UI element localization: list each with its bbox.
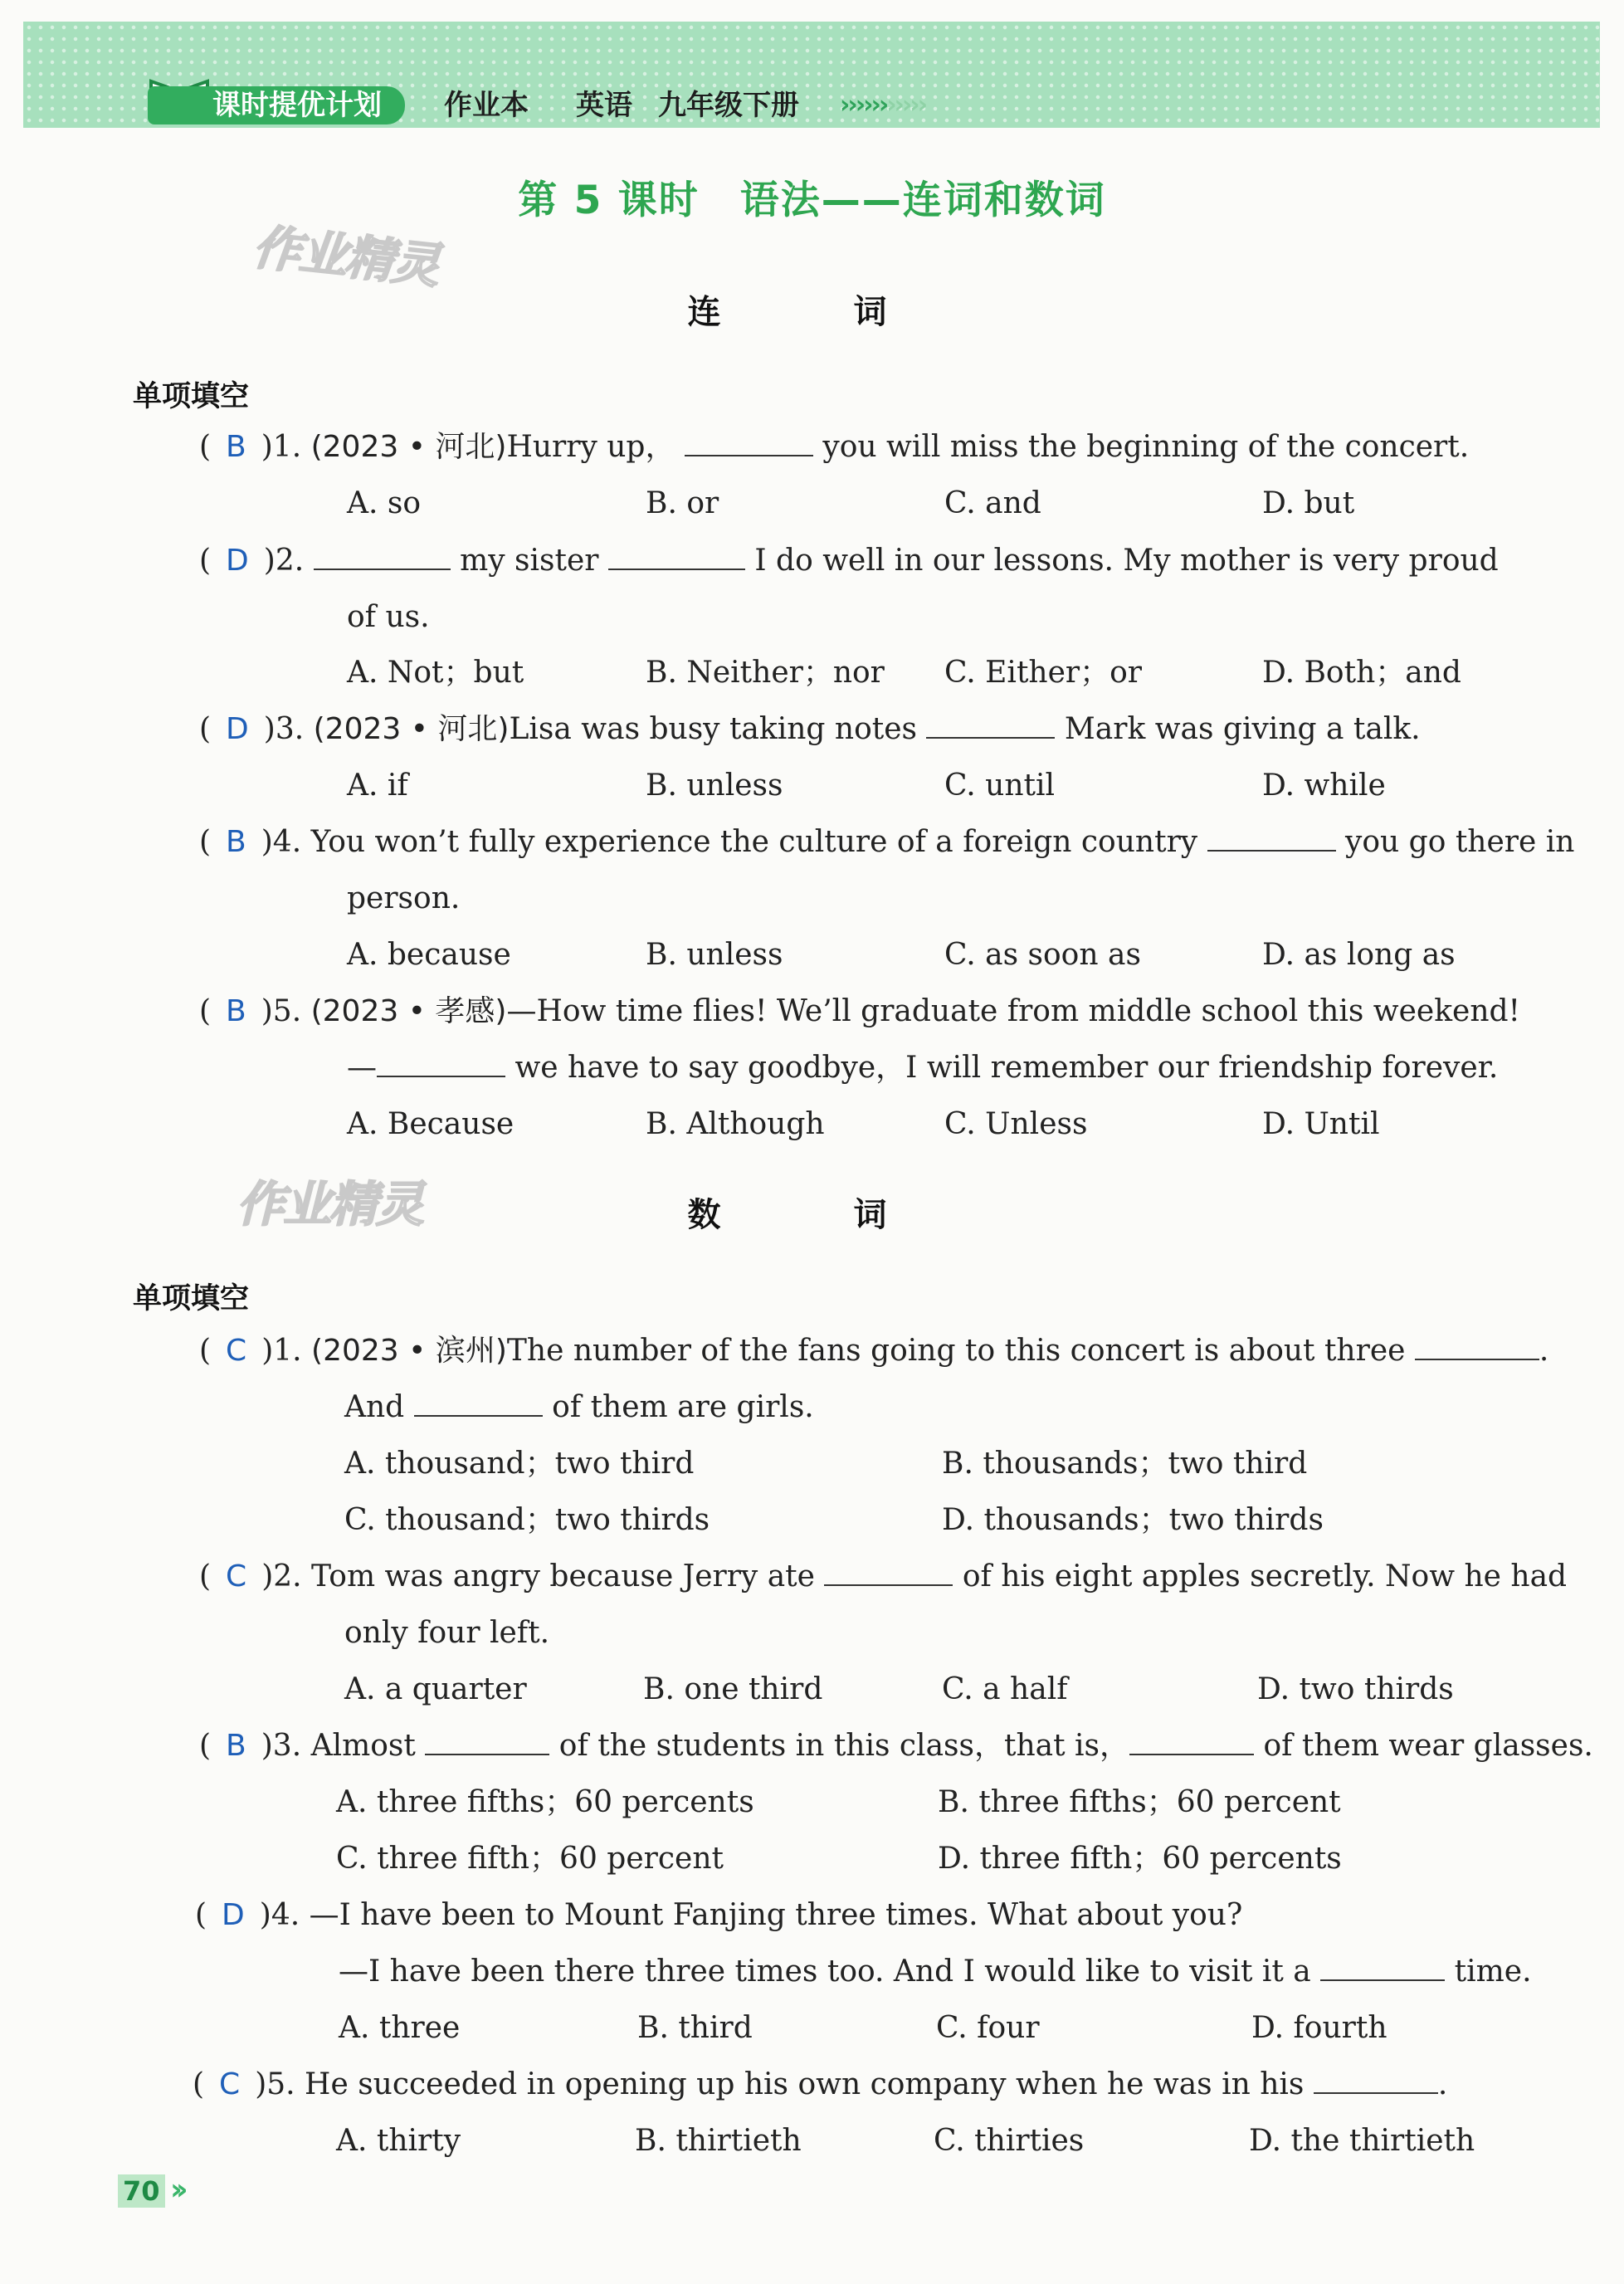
option-c: C. thirties [934, 2124, 1085, 2158]
question-2: ( C )2. Tom was angry because Jerry ate of his eight apples secretly. Now he had [199, 1559, 1568, 1593]
option-d: D. but [1262, 486, 1355, 520]
grade: 九年级下册 [658, 89, 799, 122]
question-2: ( D )2. my sister I do well in our lessons. My mother is very proud [199, 544, 1499, 578]
option-d: D. Until [1262, 1107, 1380, 1141]
question-5: ( B )5. (2023 • 孝感)—How time flies! We’ll graduate from middle school this weekend! [199, 994, 1521, 1028]
question-3: ( B )3. Almost of the students in this class，that is， of them wear glasses. [199, 1729, 1593, 1763]
option-a: A. because [347, 938, 511, 972]
page-title: 第 5 课时 语法——连词和数词 [518, 178, 1106, 223]
question-4-continued: person. [347, 881, 461, 915]
option-a: A. Because [347, 1107, 515, 1141]
watermark-middle: 作业精灵 [237, 1176, 423, 1232]
option-c: C. as soon as [944, 938, 1141, 972]
option-b: B. three fifths；60 percent [938, 1785, 1341, 1819]
question-2-continued: of us. [347, 600, 430, 634]
header-arrows: ››››››››››› [840, 90, 926, 120]
option-a: A. three [339, 2011, 461, 2045]
option-c: C. and [944, 486, 1041, 520]
question-3: ( D )3. (2023 • 河北)Lisa was busy taking notes Mark was giving a talk. [199, 712, 1421, 746]
question-1: ( C )1. (2023 • 滨州)The number of the fans going to this concert is about three . [199, 1334, 1549, 1368]
question-5-reply: — we have to say goodbye，I will remember our friendship forever. [347, 1051, 1499, 1085]
question-2-continued: only four left. [344, 1616, 550, 1650]
question-5: ( C )5. He succeeded in opening up his own company when he was in his . [193, 2067, 1448, 2101]
option-c: C. until [944, 769, 1056, 803]
subsection-label: 单项填空 [133, 380, 250, 413]
book-type: 作业本 [444, 89, 529, 122]
option-b: B. one third [643, 1672, 823, 1706]
option-a: A. Not；but [347, 656, 524, 690]
option-a: A. if [347, 769, 408, 803]
option-d: D. two thirds [1257, 1672, 1454, 1706]
option-b: B. unless [646, 938, 783, 972]
option-c: C. four [936, 2011, 1040, 2045]
option-a: A. a quarter [344, 1672, 527, 1706]
option-d: D. as long as [1262, 938, 1456, 972]
option-c: C. a half [942, 1672, 1068, 1706]
option-a: A. so [347, 486, 422, 520]
option-d: D. Both；and [1262, 656, 1461, 690]
option-d: D. thousands；two thirds [942, 1503, 1324, 1537]
option-a: A. thousand；two third [344, 1447, 695, 1481]
section-heading-numerals: 数 词 [687, 1196, 937, 1234]
option-b: B. Although [646, 1107, 825, 1141]
option-b: B. third [637, 2011, 753, 2045]
option-b: B. thirtieth [635, 2124, 802, 2158]
option-c: C. thousand；two thirds [344, 1503, 710, 1537]
option-a: A. three fifths；60 percents [336, 1785, 754, 1819]
option-d: D. three fifth；60 percents [938, 1842, 1342, 1876]
subsection-label: 单项填空 [133, 1282, 250, 1315]
section-heading-conjunctions: 连 词 [687, 293, 937, 331]
option-c: C. Unless [944, 1107, 1088, 1141]
question-1-continued: And of them are girls. [344, 1390, 814, 1424]
brand-label: 课时提优计划 [148, 86, 405, 124]
subject: 英语 [576, 89, 632, 122]
option-a: A. thirty [336, 2124, 461, 2158]
option-b: B. Neither；nor [646, 656, 885, 690]
page-arrow-icon: ›› [170, 2173, 182, 2207]
question-4: ( B )4. You won’t fully experience the culture of a foreign country you go there in [199, 825, 1575, 859]
option-b: B. thousands；two third [942, 1447, 1308, 1481]
option-b: B. or [646, 486, 719, 520]
question-1: ( B )1. (2023 • 河北)Hurry up， you will miss the beginning of the concert. [199, 430, 1470, 464]
option-d: D. the thirtieth [1249, 2124, 1475, 2158]
watermark-top: 作业精灵 [250, 218, 441, 295]
page-number: 70 [118, 2174, 165, 2208]
option-d: D. while [1262, 769, 1386, 803]
question-4: ( D )4. —I have been to Mount Fanjing three times. What about you? [195, 1898, 1243, 1932]
question-4-reply: —I have been there three times too. And I would like to visit it a time. [339, 1955, 1532, 1989]
option-c: C. three fifth；60 percent [336, 1842, 724, 1876]
option-d: D. fourth [1251, 2011, 1387, 2045]
option-c: C. Either；or [944, 656, 1142, 690]
option-b: B. unless [646, 769, 783, 803]
